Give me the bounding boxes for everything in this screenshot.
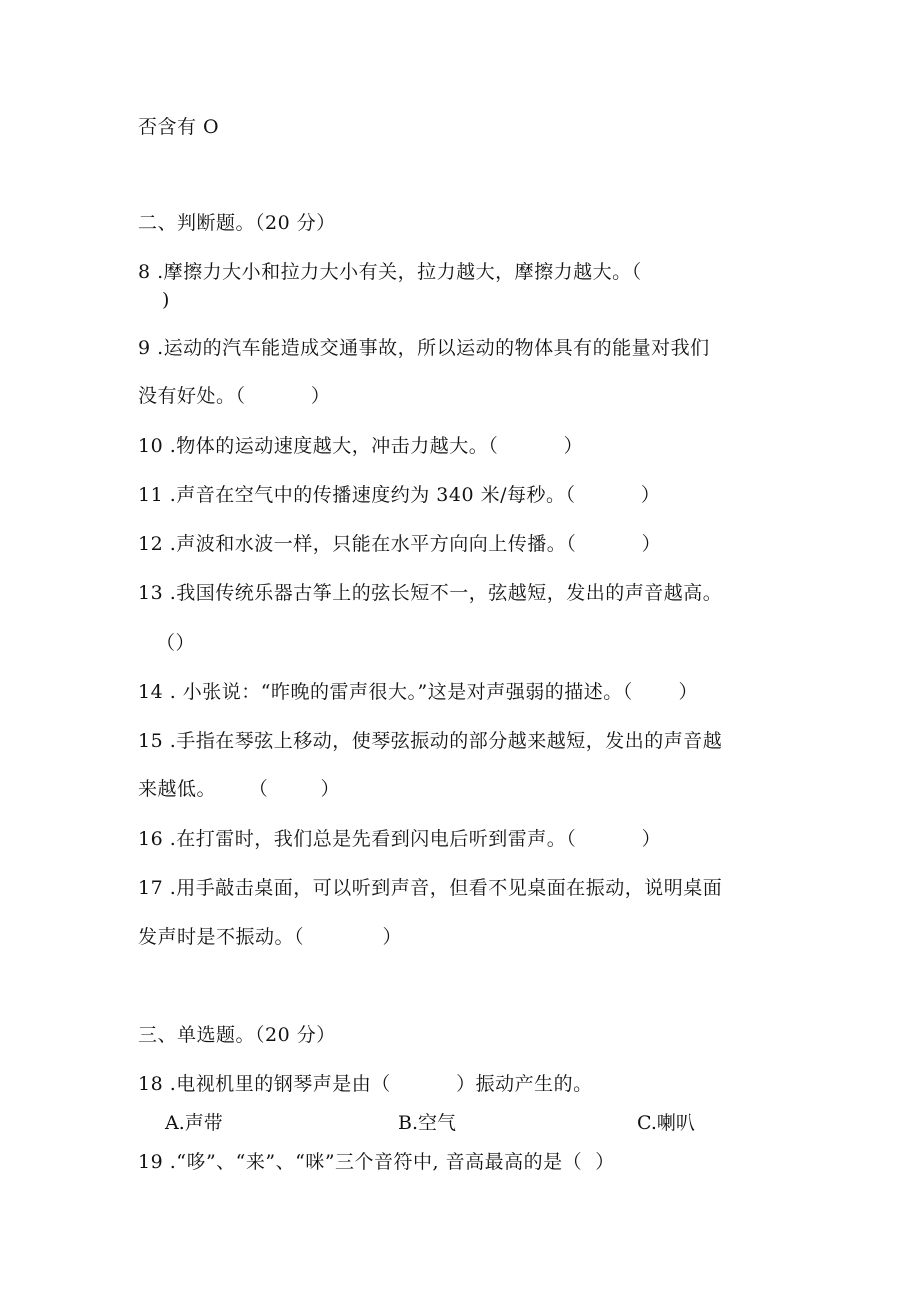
question-17-cont: 发声时是不振动。（ ） xyxy=(138,926,402,948)
question-8-cont: ) xyxy=(162,289,170,311)
question-15: 15 .手指在琴弦上移动，使琴弦振动的部分越来越短，发出的声音越 xyxy=(138,730,723,752)
question-13-cont: （） xyxy=(156,632,196,654)
question-17: 17 .用手敲击桌面，可以听到声音，但看不见桌面在振动，说明桌面 xyxy=(138,877,723,899)
question-11: 11 .声音在空气中的传播速度约为 340 米/每秒。（ ） xyxy=(138,484,661,506)
question-12: 12 .声波和水波一样，只能在水平方向向上传播。（ ） xyxy=(138,533,662,555)
option-b: B.空气 xyxy=(398,1112,457,1134)
l0: 否含有 O xyxy=(138,116,220,138)
question-9-cont: 没有好处。（ ） xyxy=(138,385,331,407)
question-10: 10 .物体的运动速度越大，冲击力越大。（ ） xyxy=(138,435,584,457)
section-title-2: 二、判断题。（20 分） xyxy=(138,212,336,234)
question-14: 14 . 小张说：“昨晚的雷声很大。”这是对声强弱的描述。（ ） xyxy=(138,681,699,703)
question-18: 18 .电视机里的钢琴声是由（ ）振动产生的。 xyxy=(138,1073,593,1095)
section-title-3: 三、单选题。（20 分） xyxy=(138,1024,336,1046)
question-8: 8 .摩擦力大小和拉力大小有关，拉力越大，摩擦力越大。（ xyxy=(138,261,642,283)
question-15-cont: 来越低。 （ ） xyxy=(138,778,341,800)
question-13: 13 .我国传统乐器古筝上的弦长短不一，弦越短，发出的声音越高。 xyxy=(138,582,723,604)
question-16: 16 .在打雷时，我们总是先看到闪电后听到雷声。（ ） xyxy=(138,828,662,850)
option-a: A.声带 xyxy=(165,1112,223,1134)
option-c: C.喇叭 xyxy=(637,1112,695,1134)
question-19: 19 .“哆”、“来”、“咪”三个音符中, 音高最高的是（ ） xyxy=(138,1151,615,1173)
question-9: 9 .运动的汽车能造成交通事故，所以运动的物体具有的能量对我们 xyxy=(138,337,710,359)
